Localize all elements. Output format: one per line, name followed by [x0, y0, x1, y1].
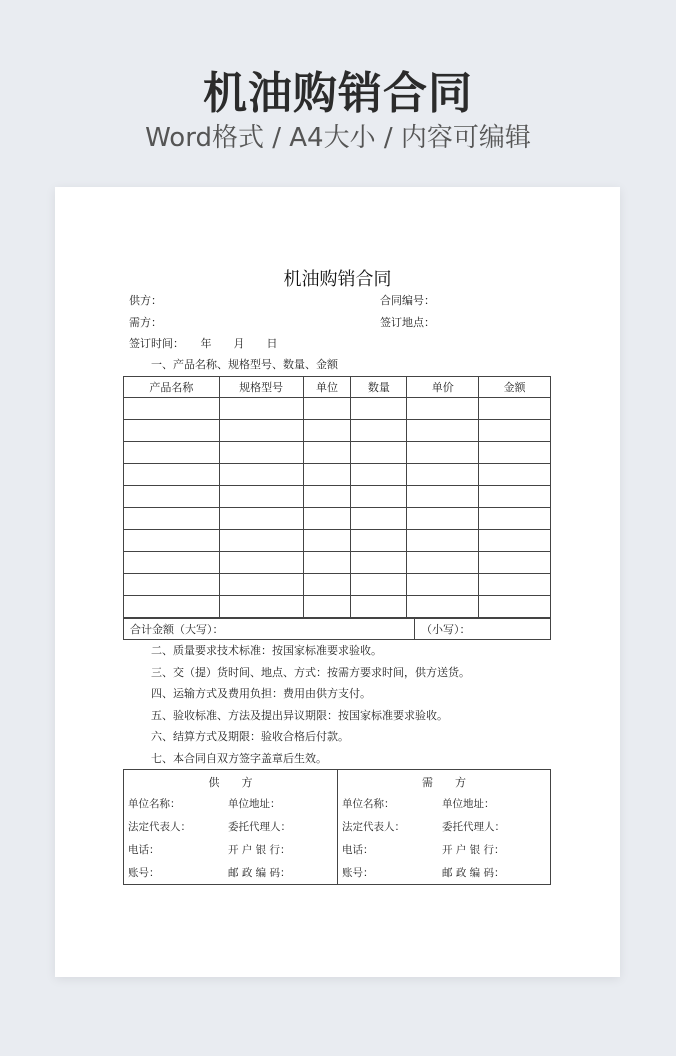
clause-5: 五、验收标准、方法及提出异议期限：按国家标准要求验收。 [151, 709, 448, 722]
contract-no-label: 合同编号： [380, 294, 435, 307]
table-row [124, 574, 551, 596]
page-title: 机油购销合同 [203, 68, 473, 119]
buyer-field: 开 户 银 行： [442, 844, 505, 856]
total-lower-label: （小写）： [415, 619, 551, 640]
column-header: 产品名称 [124, 377, 220, 398]
buyer-field: 委托代理人： [442, 821, 505, 833]
buyer-field: 法定代表人： [342, 821, 405, 833]
clause-4: 四、运输方式及费用负担：费用由供方支付。 [151, 687, 371, 700]
clause-3: 三、交（提）货时间、地点、方式：按需方要求时间，供方送货。 [151, 666, 470, 679]
column-header: 单价 [407, 377, 479, 398]
buyer-field: 单位名称： [342, 798, 395, 810]
document-page [55, 187, 620, 977]
supplier-field: 账号： [128, 867, 160, 879]
column-header: 规格型号 [219, 377, 303, 398]
table-row [124, 486, 551, 508]
clause-7: 七、本合同自双方签字盖章后生效。 [151, 752, 327, 765]
buyer-field: 电话： [342, 844, 374, 856]
table-row [124, 442, 551, 464]
section-1-heading: 一、产品名称、规格型号、数量、金额 [151, 358, 338, 371]
sign-time: 签订时间： 年 月 日 [129, 337, 278, 350]
products-table [123, 376, 551, 618]
table-row [124, 464, 551, 486]
buyer-field: 单位地址： [442, 798, 495, 810]
buyer-label: 需方： [129, 316, 162, 329]
buyer-heading: 需 方 [422, 776, 466, 789]
contract-title: 机油购销合同 [283, 269, 392, 290]
column-header: 数量 [351, 377, 407, 398]
page-subtitle: Word格式 / A4大小 / 内容可编辑 [145, 123, 531, 153]
supplier-cell [124, 770, 338, 885]
supplier-heading: 供 方 [208, 776, 253, 789]
supplier-field: 单位名称： [128, 798, 181, 810]
buyer-cell [338, 770, 551, 885]
clause-2: 二、质量要求技术标准：按国家标准要求验收。 [151, 644, 382, 657]
buyer-field: 邮 政 编 码： [442, 867, 505, 879]
column-header: 金额 [479, 377, 551, 398]
supplier-field: 开 户 银 行： [228, 844, 291, 856]
supplier-field: 电话： [128, 844, 160, 856]
supplier-field: 委托代理人： [228, 821, 291, 833]
supplier-label: 供方： [129, 294, 162, 307]
table-row [124, 420, 551, 442]
supplier-field: 法定代表人： [128, 821, 191, 833]
table-header-row [124, 377, 551, 398]
table-row [124, 552, 551, 574]
total-upper-label: 合计金额（大写）： [124, 619, 415, 640]
table-row [124, 398, 551, 420]
parties-table [123, 769, 551, 885]
supplier-field: 邮 政 编 码： [228, 867, 291, 879]
table-row [124, 508, 551, 530]
table-row [124, 596, 551, 618]
sign-place-label: 签订地点： [380, 316, 435, 329]
column-header: 单位 [303, 377, 351, 398]
total-amount-table [123, 618, 551, 640]
buyer-field: 账号： [342, 867, 374, 879]
table-row [124, 530, 551, 552]
supplier-field: 单位地址： [228, 798, 281, 810]
clause-6: 六、结算方式及期限：验收合格后付款。 [151, 730, 349, 743]
